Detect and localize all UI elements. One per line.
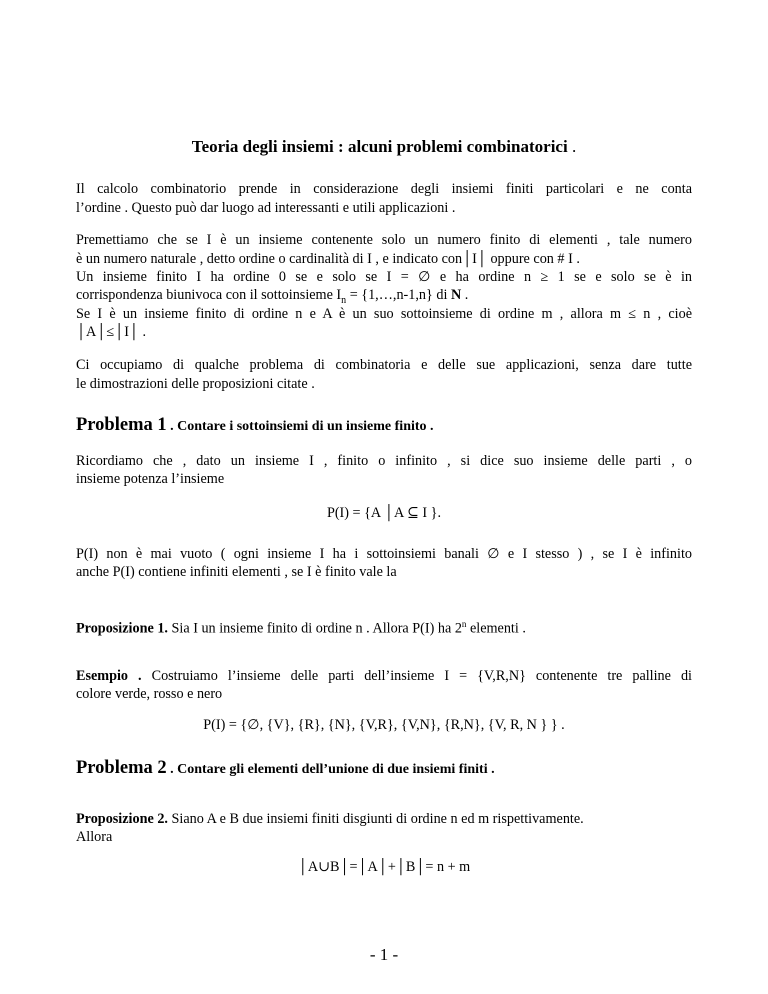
premise-line-2: è un numero naturale , detto ordine o cardinalità di I , e indicato con│I│ oppure con # I . xyxy=(76,251,580,267)
premise-line-4-end: . xyxy=(461,287,469,303)
natural-numbers-symbol: N xyxy=(450,287,462,303)
proposition-2-line-1 xyxy=(76,810,584,828)
page-number: - 1 - xyxy=(369,945,399,964)
purpose-line-2: le dimostrazioni delle proposizioni citate . xyxy=(76,376,315,392)
proposition-2-label: Proposizione 2. xyxy=(76,811,168,827)
proposition-1-exponent: n xyxy=(461,619,467,629)
example-line-2: colore verde, rosso e nero xyxy=(76,686,223,702)
proposition-2-text: Siano A e B due insiemi finiti disgiunti di ordine n ed m rispettivamente. xyxy=(167,811,584,827)
problem-2-heading xyxy=(76,758,495,779)
problem-2-label: Problema 2 xyxy=(76,758,167,778)
problem-2-title: . Contare gli elementi dell’unione di due insiemi finiti . xyxy=(166,762,495,777)
title-text: Teoria degli insiemi : alcuni problemi combinatorici xyxy=(191,137,568,156)
example-line-1 xyxy=(76,667,692,685)
proposition-1 xyxy=(76,615,526,638)
problem-1-title: . Contare i sottoinsiemi di un insieme finito . xyxy=(166,419,434,434)
premise-line-6: │A│≤│I│ . xyxy=(76,324,147,340)
problem-1-paragraph-line-2: insieme potenza l’insieme xyxy=(76,471,225,487)
proposition-2-line-2: Allora xyxy=(76,829,113,845)
premise-subscript: n xyxy=(341,294,347,306)
example-text: Costruiamo l’insieme delle parti dell’insieme I = {V,R,N} contenente tre palline di xyxy=(141,668,692,684)
union-formula: │A∪B│=│A│+│B│= n + m xyxy=(297,859,471,875)
problem-1-heading xyxy=(76,415,434,436)
page-title xyxy=(0,137,768,157)
premise-line-4-set: = {1,…,n-1,n} di xyxy=(346,287,451,303)
proposition-1-text: Sia I un insieme finito di ordine n . Allora P(I) ha 2 xyxy=(167,620,462,637)
proposition-1-label: Proposizione 1. xyxy=(76,620,168,637)
intro-line-1: Il calcolo combinatorio prende in considerazione degli insiemi finiti particolari e ne conta xyxy=(76,181,692,197)
title-suffix: . xyxy=(567,137,577,156)
purpose-line-1: Ci occupiamo di qualche problema di combinatoria e delle sue applicazioni, senza dare tutte xyxy=(76,357,692,373)
problem-1-paragraph-line-3: P(I) non è mai vuoto ( ogni insieme I ha i sottoinsiemi banali ∅ e I stesso ) , se I è infinito xyxy=(76,546,692,562)
example-formula: P(I) = {∅, {V}, {R}, {N}, {V,R}, {V,N}, {R,N}, {V, R, N } } . xyxy=(203,717,565,733)
problem-1-paragraph-line-4: anche P(I) contiene infiniti elementi , se I è finito vale la xyxy=(76,564,397,580)
proposition-1-end: elementi . xyxy=(466,620,526,637)
premise-line-3: Un insieme finito I ha ordine 0 se e solo se I = ∅ e ha ordine n ≥ 1 se e solo se è in xyxy=(76,269,692,285)
premise-line-1: Premettiamo che se I è un insieme contenente solo un numero finito di elementi , tale numero xyxy=(76,232,692,248)
intro-line-2: l’ordine . Questo può dar luogo ad interessanti e utili applicazioni . xyxy=(76,200,456,216)
example-label: Esempio . xyxy=(76,668,142,684)
premise-line-5: Se I è un insieme finito di ordine n e A è un suo sottoinsieme di ordine m , allora m ≤ n , cioè xyxy=(76,306,692,322)
problem-1-label: Problema 1 xyxy=(76,415,167,435)
premise-line-4-text: corrispondenza biunivoca con il sottoinsieme I xyxy=(76,287,342,303)
power-set-formula: P(I) = {A │A ⊆ I }. xyxy=(326,505,442,521)
problem-1-paragraph-line-1: Ricordiamo che , dato un insieme I , finito o infinito , si dice suo insieme delle parti , o xyxy=(76,453,692,469)
